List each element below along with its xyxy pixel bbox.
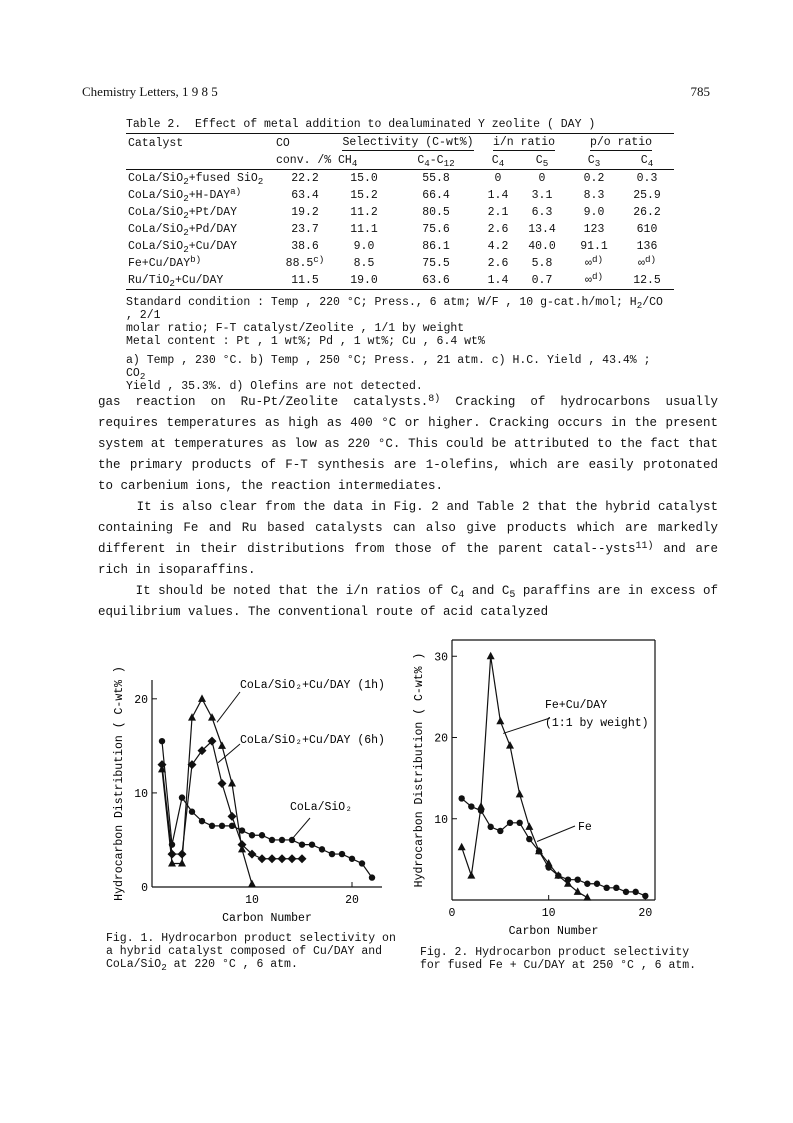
data-point [555,872,561,878]
journal-title: Chemistry Letters, 1 9 8 5 [82,84,218,99]
cell-po-c3: ∞$^{d)}$ [585,254,603,270]
cell-in-c4: 2.6 [487,223,509,236]
cell-in-c4: 1.4 [487,189,509,202]
x-tick-label: 20 [638,907,653,920]
cell-ch4: 15.0 [350,172,378,185]
cell-po-c4: 25.9 [633,189,661,202]
data-point [594,881,600,887]
cell-po-c4: 610 [636,223,658,236]
header-co-conv: conv. /% [274,152,336,170]
data-point [584,881,590,887]
data-point [269,837,275,843]
cell-in-c5: 0.7 [516,272,568,290]
series-label: Fe+Cu/DAY [545,699,608,712]
header-po-c4: $C_4$ [620,152,674,170]
cell-in-c5: 5.8 [531,257,553,270]
figure-2-caption: Fig. 2. Hydrocarbon product selectivity for fused Fe + Cu/DAY at 250 °C , 6 atm. [420,946,697,972]
body-text [98,392,718,623]
table-2 [126,118,674,393]
table-row [126,204,674,221]
data-point [249,832,255,838]
data-point [168,859,176,867]
cell-c4-c12: 86.1 [422,240,450,253]
data-point [458,843,466,851]
series-1 [458,652,592,901]
data-point [208,713,216,721]
cell-co-conv: 19.2 [291,206,319,219]
series-label: (1:1 by weight) [545,717,649,730]
data-point [525,822,533,830]
header-ch4: $CH_4$ [336,152,392,170]
cell-in-c5: 13.4 [528,223,556,236]
cell-po-c3: 123 [583,223,605,236]
header-in-c5: $C_5$ [516,152,568,170]
data-point [497,828,503,834]
data-point [467,871,475,879]
cell-catalyst: CoLa/SiO$_2$+Cu/DAY [128,240,238,255]
cell-in-c4: 2.1 [487,206,509,219]
cell-catalyst: CoLa/SiO$_2$+fused SiO$_2$ [128,172,264,187]
cell-po-c3: 0.2 [583,172,605,185]
table-row [126,255,674,272]
cell-in-c5: 0 [538,172,546,185]
cell-c4-c12: 75.5 [422,257,450,270]
data-point [228,779,236,787]
y-tick-label: 10 [434,813,448,827]
data-point [178,859,186,867]
data-point [349,856,355,862]
data-point [487,824,493,830]
note-metal: Metal content : Pt , 1 wt%; Pd , 1 wt%; Cu , 6.4 wt% [126,335,485,348]
cell-in-c5: 40.0 [528,240,556,253]
data-point [574,887,582,895]
data-point [189,809,195,815]
cell-ch4: 9.0 [353,240,375,253]
x-tick-label: 10 [245,894,259,907]
table-row [126,272,674,290]
y-tick-label: 20 [134,693,148,707]
header-co: CO [274,134,336,153]
cell-in-c4: 2.6 [487,257,509,270]
data-point [487,652,495,660]
cell-in-c4: 1.4 [480,272,516,290]
header-selectivity: Selectivity (C-wt%) [336,134,480,153]
data-point [288,854,297,863]
series-label: CoLa/SiO₂+Cu/DAY (1h) [240,679,385,692]
cell-co-conv: 22.2 [291,172,319,185]
figure-1-caption: Fig. 1. Hydrocarbon product selectivity on a hybrid catalyst composed of Cu/DAY and CoLa/SiO$_2$ at 220 °C , 6 atm. [106,932,396,973]
data-point [329,851,335,857]
cell-po-c3: 9.0 [583,206,605,219]
series-label: CoLa/SiO₂ [290,801,353,814]
data-point [478,807,484,813]
cell-catalyst: Ru/TiO$_2$+Cu/DAY [126,272,274,290]
footnote-1: a) Temp , 230 °C. b) Temp , 250 °C; Press. , 21 atm. c) H.C. Yield , 43.4% ; $CO_2$ [126,354,651,382]
cell-co-conv: 88.5$^{c)}$ [285,254,325,270]
note-standard-2: molar ratio; F-T catalyst/Zeolite , 1/1 by weight [126,322,465,335]
annotation-leader [292,818,310,839]
cell-in-c4: 0 [494,172,502,185]
paragraph-2: It is also clear from the data in Fig. 2 and Table 2 that the hybrid catalyst containing Fe and Ru based catalysts can also give products which are markedly different in their distributions from those of the parent catal--ysts$^{11)}$ and are rich in isoparaffins. [98,500,718,577]
y-tick-label: 0 [141,882,148,895]
data-point [299,841,305,847]
data-point [278,854,287,863]
data-point [642,893,648,899]
cell-co-conv: 38.6 [291,240,319,253]
data-point [516,820,522,826]
data-point [526,836,532,842]
figure-1-chart [110,640,395,940]
cell-co-conv: 23.7 [291,223,319,236]
data-point [279,837,285,843]
data-point [218,779,227,788]
data-point [178,850,187,859]
cell-co-conv: 63.4 [291,189,319,202]
data-point [268,854,277,863]
table-row [126,170,674,188]
x-axis-label: Carbon Number [508,925,599,938]
cell-c4-c12: 63.6 [392,272,480,290]
cell-in-c5: 3.1 [531,189,553,202]
data-point [169,841,175,847]
data-point [198,694,206,702]
cell-c4-c12: 80.5 [422,206,450,219]
series-line [162,699,252,884]
y-axis-label: Hydrocarbon Distribution ( C-wt% ) [413,652,426,888]
header-in-c4: $C_4$ [480,152,516,170]
header-po-ratio: p/o ratio [568,134,674,153]
data-point [613,885,619,891]
series-label: Fe [578,821,592,834]
data-point [468,803,474,809]
figure-1 [106,640,396,980]
header-po-c3: $C_3$ [568,152,620,170]
data-point [339,851,345,857]
series-2 [458,795,648,899]
table-row [126,221,674,238]
cell-po-c4: 0.3 [636,172,658,185]
data-point [458,795,464,801]
header-in-ratio: i/n ratio [480,134,568,153]
figure-2 [410,630,697,980]
x-axis-label: Carbon Number [222,912,312,925]
data-point [574,876,580,882]
data-point [603,885,609,891]
table-row [126,238,674,255]
series-line [462,798,646,896]
data-point [516,790,524,798]
cell-ch4: 8.5 [353,257,375,270]
data-point [218,741,226,749]
cell-catalyst: CoLa/$SiO_2+H-DAY^{a)}$ [128,186,242,204]
series-label: CoLa/SiO₂+Cu/DAY (6h) [240,734,385,747]
table-header-row-1 [126,134,674,153]
cell-c4-c12: 75.6 [422,223,450,236]
annotation-leader [503,718,550,733]
data-point [319,846,325,852]
data-point [565,876,571,882]
data-point [359,860,365,866]
note-standard-1: Standard condition : Temp , 220 °C; Press., 6 atm; W/F , 10 g-cat.h/mol; $H_2/CO$ , 2/1 [126,296,663,322]
data-point [259,832,265,838]
data-point [248,880,256,888]
cell-co-conv: 11.5 [274,272,336,290]
table-caption: Table 2. Effect of metal addition to dealuminated Y zeolite ( DAY ) [126,118,596,131]
data-point [536,848,542,854]
cell-po-c4: 26.2 [633,206,661,219]
data-point [623,889,629,895]
results-table [126,133,674,290]
data-point [545,864,551,870]
cell-ch4: 15.2 [350,189,378,202]
annotation-leader [537,826,575,842]
data-point [179,794,185,800]
y-axis-label: Hydrocarbon Distribution ( C-wt% ) [113,666,126,901]
data-point [369,874,375,880]
table-notes [126,296,674,393]
cell-po-c3: ∞$^{d)}$ [568,272,620,290]
cell-po-c3: 91.1 [580,240,608,253]
paragraph-3: It should be noted that the i/n ratios of $C_4$ and $C_5$ paraffins are in excess of equilibrium values. The conventional route of acid catalyzed [98,584,718,619]
cell-catalyst: CoLa/SiO$_2$+Pd/DAY [128,223,238,238]
series-line [462,656,588,897]
data-point [219,823,225,829]
paragraph-1: gas reaction on Ru-Pt/Zeolite catalysts.$^{8)}$ Cracking of hydrocarbons usually requires temperatures as high as 400 °C or higher. Cracking occurs in the present system at temperatures as low as 220 °C. This could be attributed to the fact that the primary products of F-T synthesis are 1-olefins, which are easily protonated to carbenium ions, the reaction intermediates. [98,394,718,493]
header-catalyst: Catalyst [126,134,274,153]
x-tick-label: 20 [345,894,359,907]
x-tick-label: 10 [541,907,556,920]
series-1 [158,694,256,887]
figure-2-chart [410,630,690,938]
cell-po-c3: 8.3 [583,189,605,202]
table-row [126,187,674,204]
page-number: 785 [690,84,710,99]
y-tick-label: 20 [434,732,448,746]
cell-c4-c12: 66.4 [422,189,450,202]
data-point [298,854,307,863]
cell-ch4: 19.0 [336,272,392,290]
header-c4-c12: $C_4-C_{12}$ [392,152,480,170]
data-point [209,823,215,829]
cell-c4-c12: 55.8 [422,172,450,185]
data-point [496,717,504,725]
data-point [159,738,165,744]
data-point [258,854,267,863]
cell-ch4: 11.1 [350,223,378,236]
cell-po-c4: 12.5 [620,272,674,290]
data-point [632,889,638,895]
data-point [229,823,235,829]
cell-in-c4: 4.2 [487,240,509,253]
data-point [168,850,177,859]
cell-in-c5: 6.3 [531,206,553,219]
data-point [239,827,245,833]
data-point [188,713,196,721]
footnote-2: Yield , 35.3%. d) Olefins are not detected. [126,380,423,393]
cell-ch4: 11.2 [350,206,378,219]
data-point [507,820,513,826]
cell-catalyst: $Fe+Cu/DAY^{b)}$ [128,254,202,270]
cell-po-c4: ∞$^{d)}$ [638,254,656,270]
annotation-leader [217,692,240,722]
data-point [199,818,205,824]
y-tick-label: 10 [134,787,148,801]
y-tick-label: 30 [434,651,448,665]
cell-po-c4: 136 [636,240,658,253]
x-tick-label: 0 [448,907,456,920]
data-point [228,812,237,821]
data-point [309,841,315,847]
data-point [583,893,591,901]
data-point [506,741,514,749]
table-header-row-2 [126,152,674,170]
data-point [289,837,295,843]
cell-catalyst: CoLa/SiO$_2$+Pt/DAY [128,206,238,221]
